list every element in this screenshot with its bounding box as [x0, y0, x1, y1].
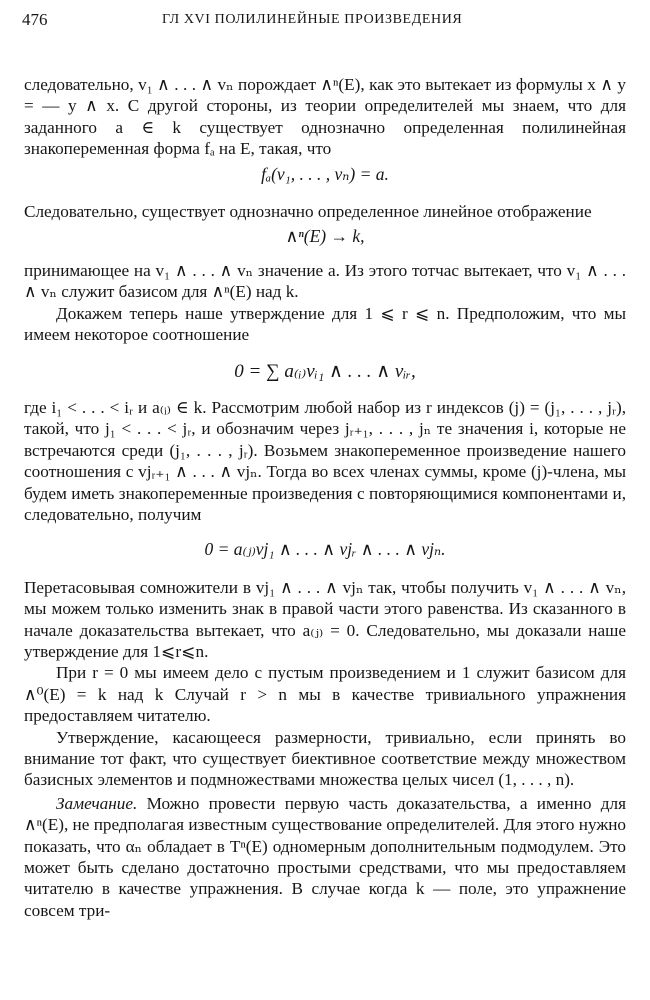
paragraph-2: Следовательно, существует однозначно определенное линейное отображение: [24, 202, 592, 222]
chapter-title: ГЛ XVI ПОЛИЛИНЕЙНЫЕ ПРОИЗВЕДЕНИЯ: [162, 12, 463, 27]
paragraph-remark: [24, 793, 626, 921]
paragraph-3: принимающее на v₁ ∧ . . . ∧ vₙ значение a. Из этого тотчас вытекает, что v₁ ∧ . . . ∧ vₙ служит базисом для ∧ⁿ(E) над k.: [24, 260, 626, 302]
page-number: 476: [22, 10, 48, 29]
paragraph-5: где i₁ < . . . < iᵣ и a₍ᵢ₎ ∈ k. Рассмотрим любой набор из r индексов (j) = (j₁, . . . , jᵣ), такой, что j₁ < . . . < jᵣ, и обозначим через jᵣ₊₁, . . . , jₙ те значения i, которые не встречаются среди (j₁, . . . , jᵣ). Возьмем знакопеременное произведение нашего соотношения с vjᵣ₊₁ ∧ . . . ∧ vjₙ. Тогда во всех членах суммы, кроме (j)-члена, мы будем иметь знакопеременные произведения с повторяющимися компонентами и, следовательно, получим: [24, 397, 626, 524]
paragraph-7: При r = 0 мы имеем дело с пустым произведением и 1 служит базисом для ∧⁰(E) = k над k Случай r > n мы в качестве тривиального упражнения предоставляем читателю.: [24, 663, 626, 726]
formula-fa: fₐ(v₁, . . . , vₙ) = a.: [261, 163, 389, 184]
paragraph-1: следовательно, v₁ ∧ . . . ∧ vₙ порождает ∧ⁿ(E), как это вытекает из формулы x ∧ y = — y ∧ x. С другой стороны, из теории определителей мы знаем, что для заданного a ∈ k существует однозначно определенная полилинейная знакопеременная форма fₐ на E, такая, что: [24, 75, 626, 159]
formula-product: 0 = a₍ⱼ₎vj₁ ∧ . . . ∧ vjᵣ ∧ . . . ∧ vjₙ.: [204, 539, 446, 560]
paragraph-8: Утверждение, касающееся размерности, тривиально, если принять во внимание тот факт, что существует биективное соответствие между множеством базисных элементов и подмножествами множества целых чисел (1, . . . , n).: [24, 727, 626, 790]
remark-label: Замечание.: [56, 793, 138, 813]
paragraph-6: Перетасовывая сомножители в vj₁ ∧ . . . ∧ vjₙ так, чтобы получить v₁ ∧ . . . ∧ vₙ, мы можем только изменить знак в правой части этого равенства. Из сказанного в начале доказательства вытекает, что a₍ⱼ₎ = 0. Следовательно, мы доказали наше утверждение для 1⩽r⩽n.: [24, 577, 626, 661]
body-text: [24, 74, 626, 921]
running-head: [22, 10, 628, 32]
paragraph-4: Докажем теперь наше утверждение для 1 ⩽ r ⩽ n. Предположим, что мы имеем некоторое соотношение: [24, 303, 626, 345]
formula-relation: 0 = ∑ a₍ᵢ₎vᵢ₁ ∧ . . . ∧ vᵢᵣ,: [234, 361, 416, 383]
remark-text: Можно провести первую часть доказательства, а именно для ∧ⁿ(E), не предполагая известным существование определителей. Для этого нужно показать, что αₙ обладает в Tⁿ(E) одномерным дополнительным подмодулем. Это может быть сделано достаточно простыми средствами, что мы предоставляем читателю в качестве упражнения. В случае когда k — поле, это упражнение совсем три-: [24, 793, 627, 920]
formula-map: ∧ⁿ(E) → k,: [285, 226, 365, 247]
